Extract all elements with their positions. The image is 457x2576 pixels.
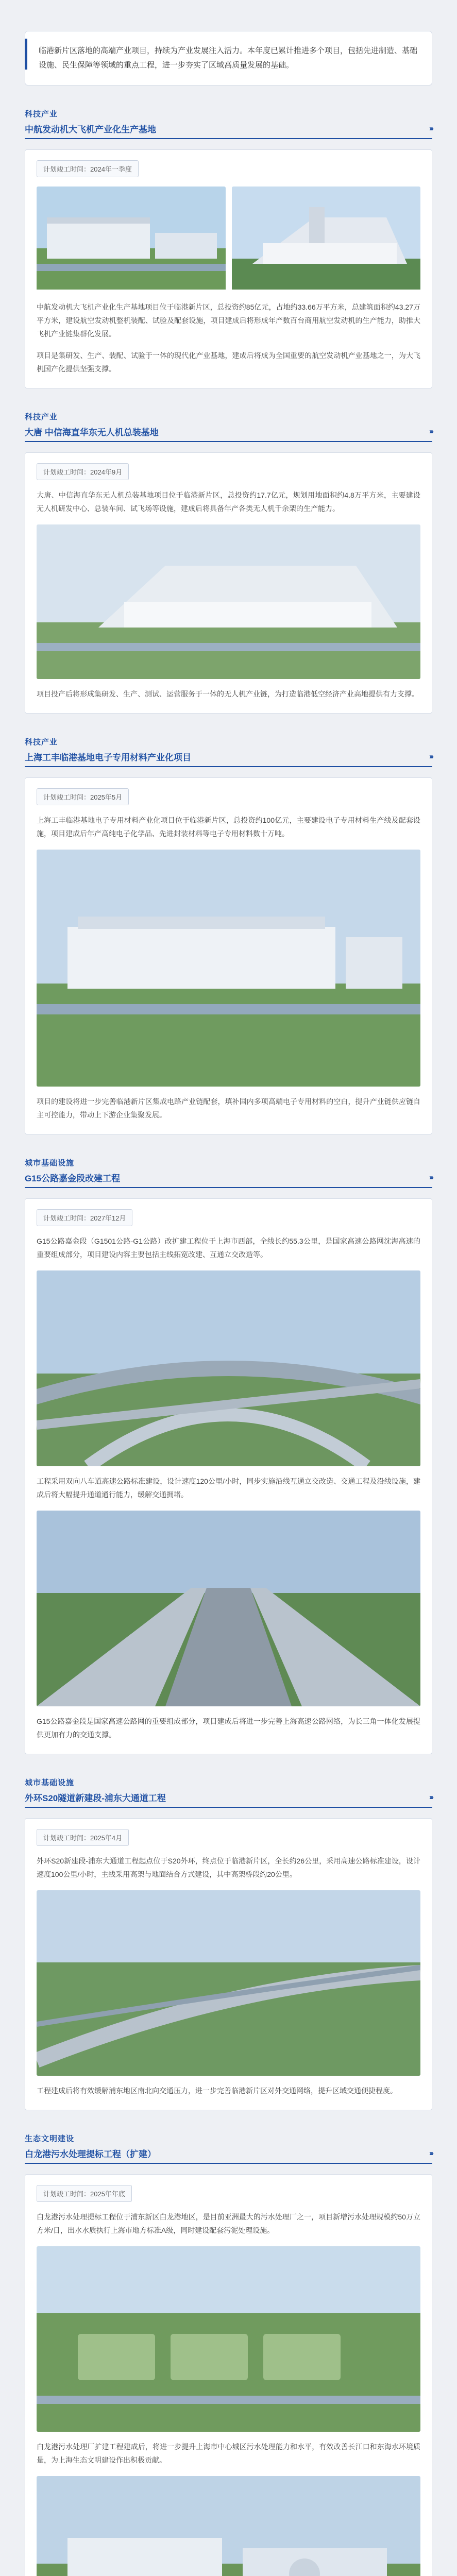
intro-text: 临港新片区落地的高端产业项目，持续为产业发展注入活力。本年度已累计推进多个项目，包括先进制造、基础设施、民生保障等领域的重点工程，进一步夯实了区域高质量发展的基础。 <box>39 46 418 70</box>
section-paragraph: 上海工丰临港基地电子专用材料产业化项目位于临港新片区，总投资约100亿元，主要建设电子专用材料生产线及配套设施，项目建成后年产高纯电子化学品、先进封装材料等电子专用材料数十万吨。 <box>37 816 420 838</box>
completion-time-badge: 计划竣工时间：2025年5月 <box>37 788 129 805</box>
project-photo <box>37 1890 420 2076</box>
section-category: 城市基础设施 <box>25 1159 75 1167</box>
project-photo <box>37 850 420 1087</box>
section-title-bar <box>25 1171 432 1188</box>
chevron-right-icon: ››› <box>429 1793 432 1802</box>
section-paragraph: 大唐、中信海直华东无人机总装基地项目位于临港新片区，总投资约17.7亿元，规划用地面积约4.8万平方米，主要建设无人机研发中心、总装车间、试飞场等设施，建成后将具备年产各类无人机千余架的生产能力。 <box>37 491 420 513</box>
section-header <box>25 1777 432 1808</box>
completion-time-badge: 计划竣工时间：2027年12月 <box>37 1209 132 1226</box>
section-category: 科技产业 <box>25 110 58 118</box>
project-section <box>25 2133 432 2576</box>
section-paragraph: 白龙港污水处理厂扩建工程建成后，将进一步提升上海市中心城区污水处理能力和水平，有效改善长江口和东海水环境质量，为上海生态文明建设作出积极贡献。 <box>37 2443 420 2464</box>
section-header <box>25 1157 432 1188</box>
section-header <box>25 736 432 767</box>
section-title-bar <box>25 750 432 767</box>
section-header <box>25 411 432 442</box>
section-paragraph: 项目的建设将进一步完善临港新片区集成电路产业链配套，填补国内多项高端电子专用材料的空白，提升产业链供应链自主可控能力，带动上下游企业集聚发展。 <box>37 1097 420 1119</box>
chevron-right-icon: ››› <box>429 427 432 436</box>
chevron-right-icon: ››› <box>429 124 432 133</box>
project-section <box>25 411 432 714</box>
project-card <box>25 1198 432 1754</box>
project-section <box>25 1157 432 1754</box>
section-paragraph: 白龙港污水处理提标工程位于浦东新区白龙港地区，是目前亚洲最大的污水处理厂之一，项目新增污水处理规模约50万立方米/日，出水水质执行上海市地方标准A级，同时建设配套污泥处理设施。 <box>37 2213 420 2234</box>
section-paragraph: 项目是集研发、生产、装配、试验于一体的现代化产业基地，建成后将成为全国重要的航空发动机产业基地之一，为大飞机国产化提供坚强支撑。 <box>37 351 420 373</box>
project-photo <box>37 2246 420 2432</box>
section-paragraph: 工程采用双向八车道高速公路标准建设，设计速度120公里/小时，同步实施沿线互通立交改造、交通工程及沿线设施，建成后将大幅提升通道通行能力，缓解交通拥堵。 <box>37 1477 420 1499</box>
project-photo <box>37 2476 420 2576</box>
section-title: 外环S20隧道新建段-浦东大通道工程 <box>25 1793 166 1803</box>
section-paragraph: 中航发动机大飞机产业化生产基地项目位于临港新片区，总投资约85亿元，占地约33.66万平方米，总建筑面积约43.27万平方米，建设航空发动机整机装配、试验及配套设施，项目建成后将形成年产数百台商用航空发动机的生产能力，助推大飞机产业链集群化发展。 <box>37 303 420 338</box>
section-paragraph: 外环S20新建段-浦东大通道工程起点位于S20外环，终点位于临港新片区，全长约26公里，采用高速公路标准建设，设计速度100公里/小时，主线采用高架与地面结合方式建设，其中高架桥段约20公里。 <box>37 1857 420 1878</box>
chevron-right-icon: ››› <box>429 1173 432 1182</box>
section-title: 上海工丰临港基地电子专用材料产业化项目 <box>25 753 191 762</box>
project-section <box>25 1777 432 2110</box>
completion-time-badge: 计划竣工时间：2024年一季度 <box>37 160 139 177</box>
chevron-right-icon: ››› <box>429 2149 432 2158</box>
project-photo <box>37 1270 420 1466</box>
project-photo <box>37 1511 420 1706</box>
project-photo <box>37 524 420 679</box>
completion-time-badge: 计划竣工时间：2025年4月 <box>37 1829 129 1846</box>
project-section <box>25 108 432 388</box>
section-title-bar <box>25 1791 432 1808</box>
section-paragraph: 工程建成后将有效缓解浦东地区南北向交通压力，进一步完善临港新片区对外交通网络，提升区域交通便捷程度。 <box>37 2087 397 2095</box>
project-photo <box>232 187 421 292</box>
section-paragraph: G15公路嘉金段（G1501公路-G1公路）改扩建工程位于上海市西部，全线长约55.3公里，是国家高速公路网沈海高速的重要组成部分，项目建设内容主要包括主线拓宽改建、互通立交改造等。 <box>37 1237 420 1259</box>
completion-time-badge: 计划竣工时间：2025年年底 <box>37 2185 132 2202</box>
intro-box <box>25 31 432 86</box>
chevron-right-icon: ››› <box>429 752 432 761</box>
section-header <box>25 2133 432 2164</box>
project-card <box>25 1818 432 2110</box>
project-section <box>25 736 432 1134</box>
section-title-bar <box>25 122 432 139</box>
section-category: 科技产业 <box>25 738 58 747</box>
project-photo <box>37 187 226 292</box>
section-paragraph: G15公路嘉金段是国家高速公路网的重要组成部分，项目建成后将进一步完善上海高速公路网络，为长三角一体化发展提供更加有力的交通支撑。 <box>37 1717 420 1739</box>
project-card <box>25 2174 432 2576</box>
section-title-bar <box>25 425 432 442</box>
section-title: 中航发动机大飞机产业化生产基地 <box>25 125 156 134</box>
project-card <box>25 777 432 1134</box>
completion-time-badge: 计划竣工时间：2024年9月 <box>37 463 129 480</box>
project-card <box>25 149 432 388</box>
section-paragraph: 项目投产后将形成集研发、生产、测试、运营服务于一体的无人机产业链，为打造临港低空经济产业高地提供有力支撑。 <box>37 690 419 698</box>
section-title: G15公路嘉金段改建工程 <box>25 1174 121 1183</box>
section-title: 大唐 中信海直华东无人机总装基地 <box>25 428 159 437</box>
section-header <box>25 108 432 139</box>
section-title: 白龙港污水处理提标工程（扩建） <box>25 2149 156 2159</box>
project-card <box>25 452 432 714</box>
photo-pair <box>37 187 420 292</box>
section-category: 城市基础设施 <box>25 1778 75 1787</box>
section-category: 生态文明建设 <box>25 2134 75 2143</box>
section-category: 科技产业 <box>25 413 58 421</box>
section-title-bar <box>25 2147 432 2164</box>
